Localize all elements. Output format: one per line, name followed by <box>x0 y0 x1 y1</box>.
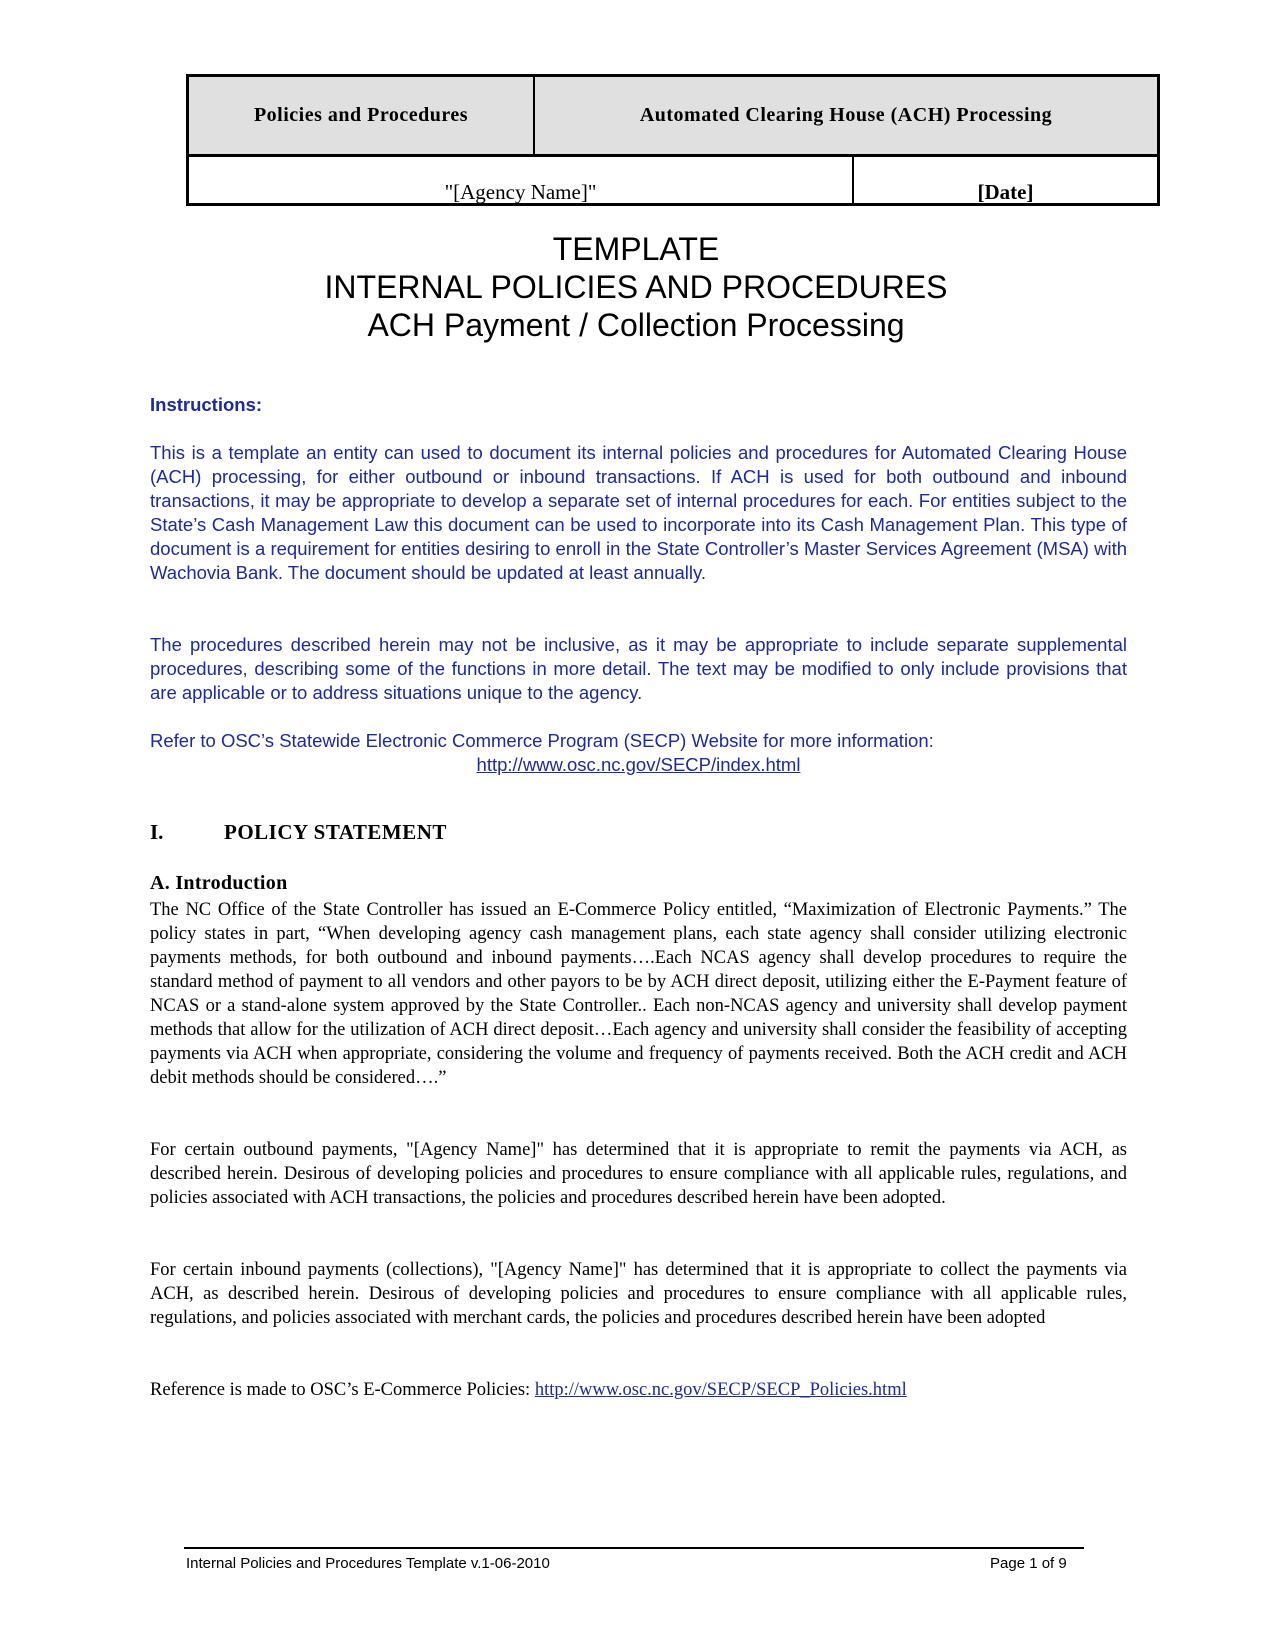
header-agency-name: "[Agency Name]" <box>189 157 854 203</box>
instructions-paragraph-1: This is a template an entity can used to document its internal policies and procedures for Automated Clearing House (ACH) processing, for either outbound or inbound transactions. If ACH is used for both outbound and inbound transactions, it may be appropriate to develop a separate set of internal procedures for each. For entities subject to the State’s Cash Management Law this document can be used to incorporate into its Cash Management Plan. This type of document is a requirement for entities desiring to enroll in the State Controller’s Master Services Agreement (MSA) with Wachovia Bank. The document should be updated at least annually. <box>150 442 1127 583</box>
instructions-paragraph-3: Refer to OSC’s Statewide Electronic Commerce Program (SECP) Website for more information: <box>150 730 934 751</box>
instructions-heading: Instructions: <box>150 394 263 415</box>
secp-website-link[interactable]: http://www.osc.nc.gov/SECP/index.html <box>476 754 801 775</box>
footer-document-version: Internal Policies and Procedures Template v.1-06-2010 <box>186 1555 550 1572</box>
header-table <box>186 74 1160 206</box>
subsection-heading: A. Introduction <box>150 872 288 894</box>
outbound-paragraph: For certain outbound payments, "[Agency Name]" has determined that it is appropriate to remit the payments via ACH, as described herein. Desirous of developing policies and procedures to ensure compliance with all applicable rules, regulations, and policies associated with ACH transactions, the policies and procedures described herein have been adopted. <box>150 1140 1127 1208</box>
instructions-link-row <box>150 753 1127 777</box>
instructions-paragraph-2: The procedures described herein may not be inclusive, as it may be appropriate to include separate supplemental procedures, describing some of the functions in more detail. The text may be modified to only include provisions that are applicable or to address situations unique to the agency. <box>150 634 1127 703</box>
header-row-top <box>189 77 1157 157</box>
header-right-title: Automated Clearing House (ACH) Processing <box>639 104 1053 126</box>
reference-label: Reference is made to OSC’s E-Commerce Policies: <box>150 1380 535 1400</box>
intro-paragraph: The NC Office of the State Controller has issued an E-Commerce Policy entitled, “Maximization of Electronic Payments.” The policy states in part, “When developing agency cash management plans, each state agency shall consider utilizing electronic payments methods, for both outbound and inbound payments….Each NCAS agency shall develop procedures to require the standard method of payment to all vendors and other payors to be by ACH direct deposit, utilizing either the E-Payment feature of NCAS or a stand-alone system approved by the State Controller.. Each non-NCAS agency and university shall develop payment methods that allow for the utilization of ACH direct deposit…Each agency and university shall consider the feasibility of accepting payments via ACH when appropriate, considering the volume and frequency of payments received. Both the ACH credit and ACH debit methods should be considered….” <box>150 900 1127 1088</box>
reference-paragraph <box>150 1378 1127 1402</box>
header-left-title: Policies and Procedures <box>189 77 535 154</box>
footer-rule <box>184 1547 1084 1549</box>
section-number: I. <box>150 820 164 844</box>
section-title: POLICY STATEMENT <box>224 820 447 844</box>
document-title <box>186 230 1086 344</box>
ecommerce-policies-link[interactable]: http://www.osc.nc.gov/SECP/SECP_Policies.html <box>534 1380 907 1400</box>
header-date: [Date] <box>977 180 1034 204</box>
title-line-2: INTERNAL POLICIES AND PROCEDURES <box>324 269 948 305</box>
inbound-paragraph: For certain inbound payments (collections), "[Agency Name]" has determined that it is appropriate to collect the payments via ACH, as described herein. Desirous of developing policies and procedures to ensure compliance with all applicable rules, regulations, and policies associated with merchant cards, the policies and procedures described herein have been adopted <box>150 1260 1127 1328</box>
footer-page-number: Page 1 of 9 <box>990 1555 1067 1572</box>
title-line-1: TEMPLATE <box>552 231 720 267</box>
title-line-3: ACH Payment / Collection Processing <box>367 307 905 343</box>
header-row-bottom <box>189 157 1157 203</box>
